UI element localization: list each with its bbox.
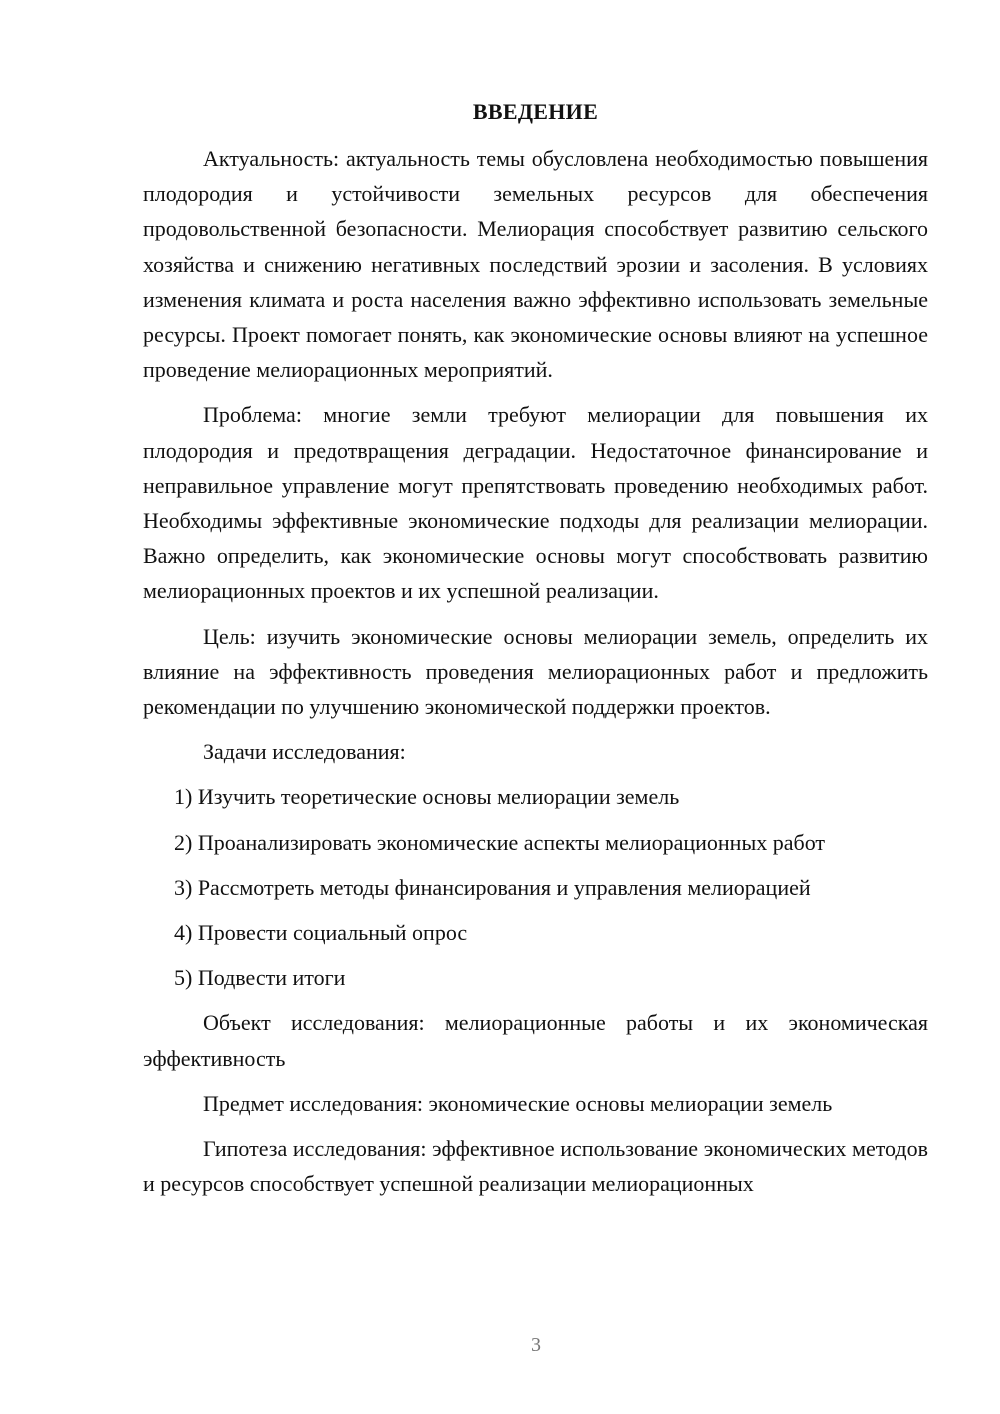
subject-paragraph: Предмет исследования: экономические основы мелиорации земель	[203, 1090, 833, 1116]
list-item: 2) Проанализировать экономические аспекты мелиорационных работ	[174, 829, 826, 855]
goal-paragraph: Цель: изучить экономические основы мелиорации земель, определить их влияние на эффективность проведения мелиорационных работ и предложить рекомендации по улучшению экономической поддержки проектов.	[143, 623, 928, 720]
tasks-title: Задачи исследования:	[203, 739, 406, 765]
list-item: 5) Подвести итоги	[174, 965, 346, 991]
list-item: 4) Провести социальный опрос	[174, 920, 468, 946]
list-item: 1) Изучить теоретические основы мелиорации земель	[174, 784, 680, 810]
hypothesis-paragraph: Гипотеза исследования: эффективное использование экономических методов и ресурсов способствует успешной реализации мелиорационных	[143, 1136, 928, 1197]
tasks-list	[143, 779, 928, 995]
page-title: ВВЕДЕНИЕ	[472, 99, 599, 124]
relevance-paragraph: Актуальность: актуальность темы обусловлена необходимостью повышения плодородия и устойчивости земельных ресурсов для обеспечения продовольственной безопасности. Мелиорация способствует развитию сельского хозяйства и снижению негативных последствий эрозии и засоления. В условиях изменения климата и роста населения важно эффективно использовать земельные ресурсы. Проект помогает понять, как экономические основы влияют на успешное проведение мелиорационных мероприятий.	[143, 146, 928, 383]
problem-paragraph: Проблема: многие земли требуют мелиорации для повышения их плодородия и предотвращения деградации. Недостаточное финансирование и неправильное управление могут препятствовать проведению необходимых работ. Необходимы эффективные экономические подходы для реализации мелиорации. Важно определить, как экономические основы могут способствовать развитию мелиорационных проектов и их успешной реализации.	[143, 402, 928, 604]
object-paragraph: Объект исследования: мелиорационные работы и их экономическая эффективность	[143, 1010, 928, 1071]
list-item: 3) Рассмотреть методы финансирования и управления мелиорацией	[174, 874, 811, 900]
page-content	[143, 94, 928, 1211]
page-number: 3	[531, 1334, 541, 1356]
